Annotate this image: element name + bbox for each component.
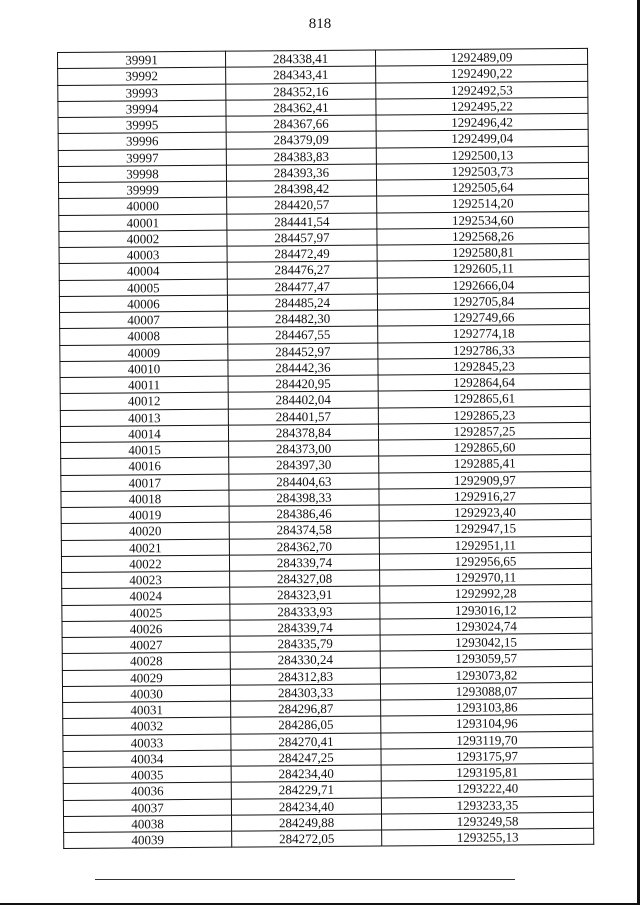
y-coordinate-cell: 1292749,66 — [378, 308, 590, 326]
point-number-cell: 40021 — [61, 539, 229, 557]
x-coordinate-cell: 284330,24 — [230, 651, 380, 668]
x-coordinate-cell: 284379,09 — [226, 131, 376, 148]
point-number-cell: 40036 — [63, 782, 231, 800]
x-coordinate-cell: 284373,00 — [229, 440, 379, 457]
point-number-cell: 40034 — [63, 750, 231, 768]
point-number-cell: 40026 — [62, 620, 230, 638]
y-coordinate-cell: 1292916,27 — [379, 487, 591, 505]
table-row — [64, 828, 594, 848]
point-number-cell: 39996 — [58, 132, 226, 150]
point-number-cell: 40018 — [61, 490, 229, 508]
point-number-cell: 40011 — [60, 376, 228, 394]
y-coordinate-cell: 1293249,58 — [381, 812, 593, 830]
point-number-cell: 40032 — [63, 717, 231, 735]
y-coordinate-cell: 1292568,26 — [377, 227, 589, 245]
point-number-cell: 40033 — [63, 734, 231, 752]
point-number-cell: 40017 — [61, 474, 229, 492]
point-number-cell: 39995 — [58, 116, 226, 134]
x-coordinate-cell: 284247,25 — [231, 749, 381, 766]
y-coordinate-cell: 1292489,09 — [375, 48, 587, 66]
x-coordinate-cell: 284339,74 — [230, 619, 380, 636]
y-coordinate-cell: 1292492,53 — [376, 81, 588, 99]
point-number-cell: 39997 — [58, 149, 226, 167]
y-coordinate-cell: 1292923,40 — [379, 503, 591, 521]
x-coordinate-cell: 284272,05 — [232, 830, 382, 847]
y-coordinate-cell: 1293059,57 — [380, 650, 592, 668]
point-number-cell: 40038 — [64, 815, 232, 833]
x-coordinate-cell: 284398,42 — [227, 180, 377, 197]
y-coordinate-cell: 1293073,82 — [380, 666, 592, 684]
y-coordinate-cell: 1292774,18 — [378, 325, 590, 343]
point-number-cell: 40013 — [60, 409, 228, 427]
point-number-cell: 39998 — [58, 165, 226, 183]
y-coordinate-cell: 1292499,04 — [376, 130, 588, 148]
x-coordinate-cell: 284234,40 — [231, 765, 381, 782]
point-number-cell: 40037 — [63, 799, 231, 817]
page-number: 818 — [308, 16, 332, 32]
y-coordinate-cell: 1292786,33 — [378, 341, 590, 359]
x-coordinate-cell: 284378,84 — [228, 424, 378, 441]
point-number-cell: 40009 — [60, 344, 228, 362]
y-coordinate-cell: 1292951,11 — [379, 536, 591, 554]
y-coordinate-cell: 1292514,20 — [377, 195, 589, 213]
y-coordinate-cell: 1293175,97 — [381, 747, 593, 765]
y-coordinate-cell: 1293042,15 — [380, 633, 592, 651]
point-number-cell: 40001 — [59, 214, 227, 232]
y-coordinate-cell: 1292490,22 — [376, 65, 588, 83]
x-coordinate-cell: 284249,88 — [231, 814, 381, 831]
x-coordinate-cell: 284323,91 — [230, 586, 380, 603]
point-number-cell: 40010 — [60, 360, 228, 378]
x-coordinate-cell: 284467,55 — [228, 326, 378, 343]
x-coordinate-cell: 284472,49 — [227, 245, 377, 262]
x-coordinate-cell: 284335,79 — [230, 635, 380, 652]
y-coordinate-cell: 1292495,22 — [376, 97, 588, 115]
x-coordinate-cell: 284362,70 — [229, 537, 379, 554]
x-coordinate-cell: 284312,83 — [230, 667, 380, 684]
y-coordinate-cell: 1292534,60 — [377, 211, 589, 229]
x-coordinate-cell: 284362,41 — [226, 99, 376, 116]
x-coordinate-cell: 284398,33 — [229, 489, 379, 506]
y-coordinate-cell: 1293119,70 — [381, 731, 593, 749]
x-coordinate-cell: 284442,36 — [228, 359, 378, 376]
y-coordinate-cell: 1292845,23 — [378, 357, 590, 375]
point-number-cell: 40028 — [62, 652, 230, 670]
point-number-cell: 40000 — [59, 197, 227, 215]
y-coordinate-cell: 1292909,97 — [379, 471, 591, 489]
x-coordinate-cell: 284401,57 — [228, 407, 378, 424]
x-coordinate-cell: 284383,83 — [226, 147, 376, 164]
x-coordinate-cell: 284286,05 — [231, 716, 381, 733]
scan-artifact-line — [95, 879, 515, 880]
y-coordinate-cell: 1292956,65 — [379, 552, 591, 570]
x-coordinate-cell: 284367,66 — [226, 115, 376, 132]
point-number-cell: 40029 — [62, 669, 230, 687]
y-coordinate-cell: 1292992,28 — [380, 585, 592, 603]
x-coordinate-cell: 284339,74 — [229, 554, 379, 571]
x-coordinate-cell: 284333,93 — [230, 602, 380, 619]
x-coordinate-cell: 284374,58 — [229, 521, 379, 538]
coordinates-table-body — [58, 48, 594, 848]
point-number-cell: 40022 — [61, 555, 229, 573]
point-number-cell: 39991 — [58, 51, 226, 69]
x-coordinate-cell: 284482,30 — [228, 310, 378, 327]
point-number-cell: 40007 — [60, 311, 228, 329]
x-coordinate-cell: 284404,63 — [229, 472, 379, 489]
point-number-cell: 40004 — [59, 262, 227, 280]
point-number-cell: 39992 — [58, 67, 226, 85]
y-coordinate-cell: 1293103,86 — [381, 698, 593, 716]
point-number-cell: 40003 — [59, 246, 227, 264]
point-number-cell: 40008 — [60, 327, 228, 345]
point-number-cell: 40039 — [64, 831, 232, 849]
y-coordinate-cell: 1292857,25 — [378, 422, 590, 440]
x-coordinate-cell: 284477,47 — [227, 277, 377, 294]
x-coordinate-cell: 284402,04 — [228, 391, 378, 408]
x-coordinate-cell: 284303,33 — [230, 684, 380, 701]
point-number-cell: 40002 — [59, 230, 227, 248]
point-number-cell: 40019 — [61, 506, 229, 524]
y-coordinate-cell: 1293195,81 — [381, 763, 593, 781]
y-coordinate-cell: 1293222,40 — [381, 780, 593, 798]
x-coordinate-cell: 284420,57 — [227, 196, 377, 213]
x-coordinate-cell: 284343,41 — [226, 66, 376, 83]
x-coordinate-cell: 284352,16 — [226, 82, 376, 99]
point-number-cell: 40012 — [60, 392, 228, 410]
y-coordinate-cell: 1292496,42 — [376, 113, 588, 131]
point-number-cell: 40006 — [59, 295, 227, 313]
point-number-cell: 39994 — [58, 100, 226, 118]
coordinates-table — [57, 48, 594, 849]
y-coordinate-cell: 1292705,84 — [377, 292, 589, 310]
x-coordinate-cell: 284234,40 — [231, 797, 381, 814]
y-coordinate-cell: 1292865,23 — [378, 406, 590, 424]
point-number-cell: 40014 — [60, 425, 228, 443]
point-number-cell: 40025 — [62, 604, 230, 622]
x-coordinate-cell: 284393,36 — [226, 164, 376, 181]
x-coordinate-cell: 284457,97 — [227, 229, 377, 246]
point-number-cell: 40027 — [62, 636, 230, 654]
y-coordinate-cell: 1292865,60 — [379, 438, 591, 456]
point-number-cell: 39999 — [59, 181, 227, 199]
x-coordinate-cell: 284270,41 — [231, 732, 381, 749]
x-coordinate-cell: 284452,97 — [228, 342, 378, 359]
y-coordinate-cell: 1292503,73 — [376, 162, 588, 180]
y-coordinate-cell: 1292505,64 — [377, 178, 589, 196]
point-number-cell: 40024 — [62, 587, 230, 605]
point-number-cell: 39993 — [58, 84, 226, 102]
point-number-cell: 40005 — [59, 279, 227, 297]
x-coordinate-cell: 284441,54 — [227, 212, 377, 229]
y-coordinate-cell: 1292865,61 — [378, 390, 590, 408]
x-coordinate-cell: 284338,41 — [225, 50, 375, 67]
y-coordinate-cell: 1292970,11 — [380, 568, 592, 586]
x-coordinate-cell: 284296,87 — [231, 700, 381, 717]
x-coordinate-cell: 284229,71 — [231, 781, 381, 798]
y-coordinate-cell: 1292666,04 — [377, 276, 589, 294]
y-coordinate-cell: 1292885,41 — [379, 455, 591, 473]
y-coordinate-cell: 1292500,13 — [376, 146, 588, 164]
y-coordinate-cell: 1292864,64 — [378, 373, 590, 391]
x-coordinate-cell: 284485,24 — [227, 294, 377, 311]
point-number-cell: 40031 — [63, 701, 231, 719]
y-coordinate-cell: 1293088,07 — [380, 682, 592, 700]
x-coordinate-cell: 284386,46 — [229, 505, 379, 522]
x-coordinate-cell: 284476,27 — [227, 261, 377, 278]
point-number-cell: 40023 — [62, 571, 230, 589]
x-coordinate-cell: 284420,95 — [228, 375, 378, 392]
y-coordinate-cell: 1292580,81 — [377, 243, 589, 261]
y-coordinate-cell: 1292605,11 — [377, 260, 589, 278]
point-number-cell: 40035 — [63, 766, 231, 784]
point-number-cell: 40015 — [61, 441, 229, 459]
y-coordinate-cell: 1292947,15 — [379, 520, 591, 538]
y-coordinate-cell: 1293024,74 — [380, 617, 592, 635]
y-coordinate-cell: 1293233,35 — [381, 796, 593, 814]
x-coordinate-cell: 284397,30 — [229, 456, 379, 473]
point-number-cell: 40016 — [61, 457, 229, 475]
y-coordinate-cell: 1293255,13 — [382, 828, 594, 846]
point-number-cell: 40020 — [61, 522, 229, 540]
point-number-cell: 40030 — [62, 685, 230, 703]
y-coordinate-cell: 1293104,96 — [381, 715, 593, 733]
x-coordinate-cell: 284327,08 — [230, 570, 380, 587]
y-coordinate-cell: 1293016,12 — [380, 601, 592, 619]
